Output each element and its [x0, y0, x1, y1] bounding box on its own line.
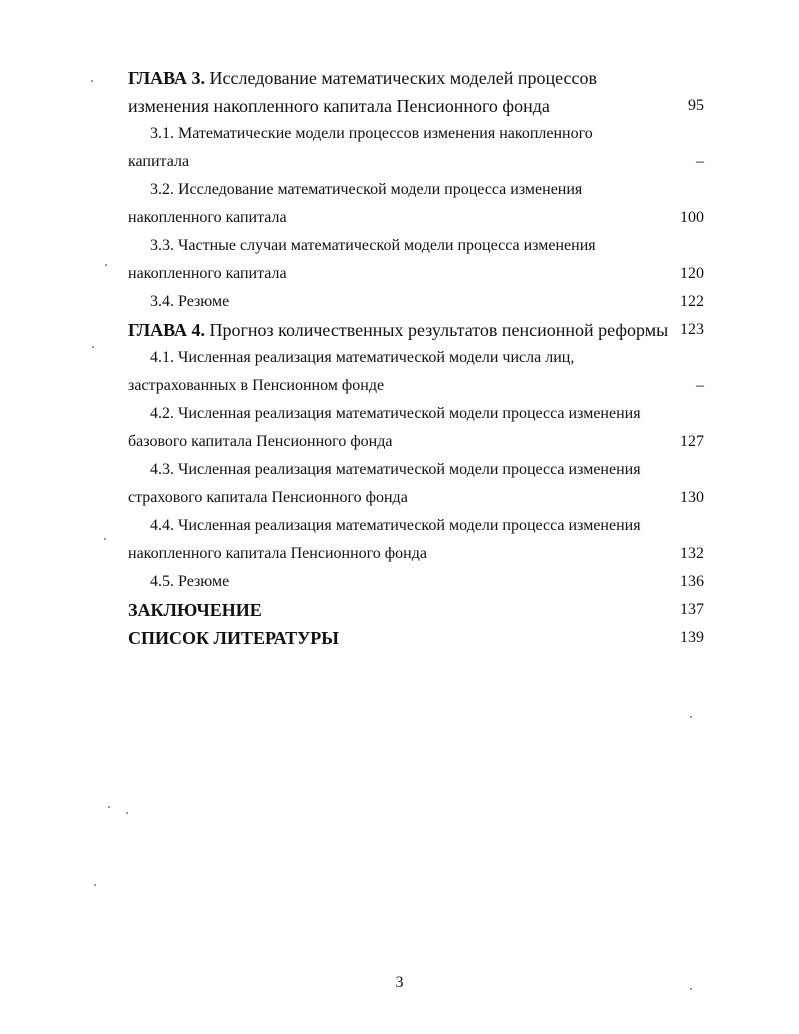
toc-line	[128, 540, 708, 568]
scan-speck	[690, 716, 692, 718]
section-title-cont: накопленного капитала	[128, 209, 287, 226]
section-title: 4.1. Численная реализация математической модели числа лиц,	[150, 349, 575, 366]
section-title: 4.2. Численная реализация математической модели процесса изменения	[150, 405, 641, 422]
toc-line	[128, 372, 708, 400]
toc-line	[128, 400, 708, 428]
section-title: 3.2. Исследование математической модели процесса изменения	[150, 181, 583, 198]
scan-speck	[91, 80, 93, 82]
toc-page-number: –	[696, 377, 704, 394]
toc-line	[128, 512, 708, 540]
section-title: 3.1. Математические модели процессов изменения накопленного	[150, 125, 593, 142]
toc-section-4-5[interactable]	[128, 568, 708, 596]
toc-conclusion[interactable]	[128, 596, 708, 624]
toc-chapter-4[interactable]	[128, 316, 708, 344]
toc-page-number: 120	[680, 265, 704, 282]
toc-page-number: 123	[680, 321, 704, 338]
chapter-title: Исследование математических моделей процессов	[209, 68, 598, 88]
toc-line	[128, 344, 708, 372]
toc-line	[128, 148, 708, 176]
toc-line	[128, 64, 708, 92]
toc-line	[128, 624, 708, 652]
toc-line	[128, 120, 708, 148]
toc-line	[128, 176, 708, 204]
toc-references[interactable]	[128, 624, 708, 652]
section-title-cont: страхового капитала Пенсионного фонда	[128, 489, 408, 506]
toc-line	[128, 596, 708, 624]
section-title-cont: базового капитала Пенсионного фонда	[128, 433, 393, 450]
toc-page-number: 100	[680, 209, 704, 226]
toc-page-number: 132	[680, 545, 704, 562]
toc-section-4-4[interactable]	[128, 512, 708, 568]
toc-line	[128, 92, 708, 120]
toc-page-number: 122	[680, 293, 704, 310]
chapter-label: ГЛАВА 4.	[128, 320, 206, 340]
toc-line	[128, 260, 708, 288]
section-title: 4.5. Резюме	[150, 573, 230, 590]
chapter-title: Прогноз количественных результатов пенсионной реформы	[209, 320, 669, 340]
toc-page-number: –	[696, 153, 704, 170]
toc-page-number: 130	[680, 489, 704, 506]
toc-section-3-4[interactable]	[128, 288, 708, 316]
toc-line	[128, 456, 708, 484]
section-title-cont: накопленного капитала	[128, 265, 287, 282]
chapter-label: ГЛАВА 3.	[128, 68, 206, 88]
toc-line	[128, 232, 708, 260]
chapter-title-cont: изменения накопленного капитала Пенсионного фонда	[128, 96, 550, 116]
scan-speck	[105, 264, 107, 266]
toc-line	[128, 428, 708, 456]
toc-section-4-1[interactable]	[128, 344, 708, 400]
scan-speck	[126, 812, 128, 814]
scan-speck	[94, 884, 96, 886]
toc-page-number: 136	[680, 573, 704, 590]
section-title: 3.4. Резюме	[150, 293, 230, 310]
toc-page-number: 95	[688, 97, 704, 114]
toc-section-4-2[interactable]	[128, 400, 708, 456]
chapter-label: СПИСОК ЛИТЕРАТУРЫ	[128, 628, 339, 648]
toc-page-number: 127	[680, 433, 704, 450]
section-title-cont: накопленного капитала Пенсионного фонда	[128, 545, 427, 562]
section-title: 4.4. Численная реализация математической модели процесса изменения	[150, 517, 641, 534]
toc-section-3-2[interactable]	[128, 176, 708, 232]
toc-line	[128, 204, 708, 232]
toc-section-4-3[interactable]	[128, 456, 708, 512]
chapter-label: ЗАКЛЮЧЕНИЕ	[128, 600, 262, 620]
toc-line	[128, 484, 708, 512]
scan-speck	[108, 806, 110, 808]
toc-page-number: 137	[680, 601, 704, 618]
toc-line	[128, 568, 708, 596]
table-of-contents	[128, 64, 708, 652]
toc-page-number: 139	[680, 629, 704, 646]
section-title: 4.3. Численная реализация математической модели процесса изменения	[150, 461, 641, 478]
page-number: 3	[395, 974, 404, 991]
section-title-cont: застрахованных в Пенсионном фонде	[128, 377, 385, 394]
toc-line	[128, 316, 708, 344]
section-title-cont: капитала	[128, 153, 190, 170]
scan-speck	[92, 346, 94, 348]
scan-speck	[690, 988, 692, 990]
section-title: 3.3. Частные случаи математической модели процесса изменения	[150, 237, 596, 254]
toc-chapter-3[interactable]	[128, 64, 708, 120]
scan-speck	[104, 538, 106, 540]
toc-line	[128, 288, 708, 316]
toc-section-3-1[interactable]	[128, 120, 708, 176]
toc-section-3-3[interactable]	[128, 232, 708, 288]
